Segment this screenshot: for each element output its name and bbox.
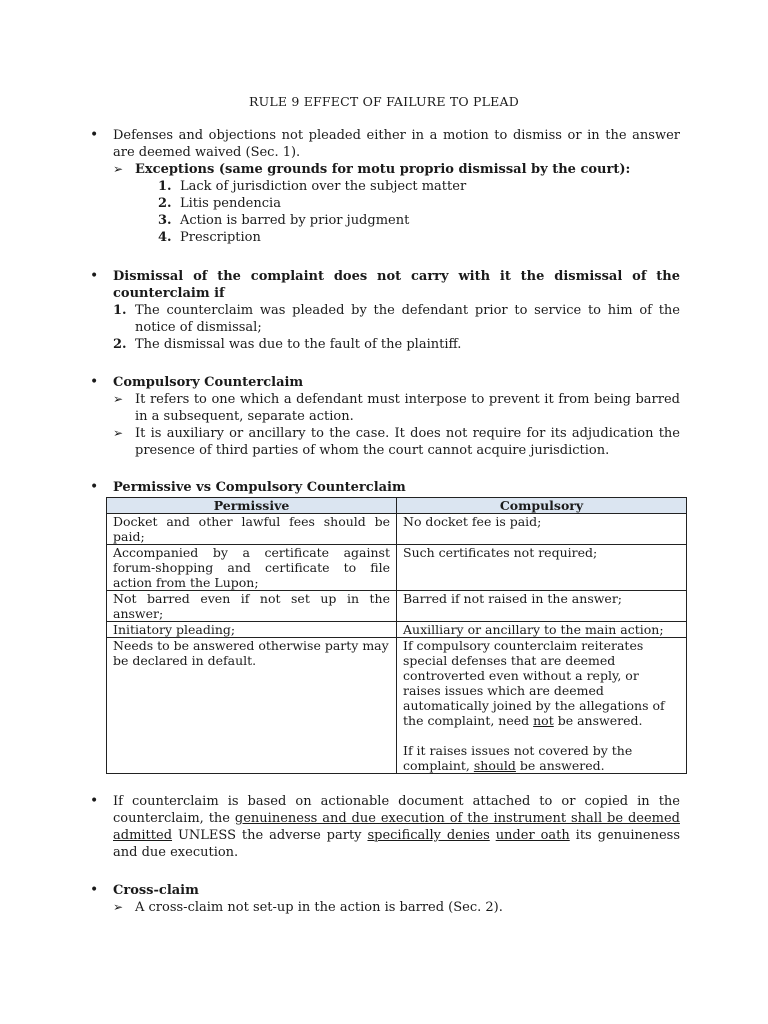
exceptions-heading: ➢ Exceptions (same grounds for motu proprio dismissal by the court): <box>113 161 680 178</box>
crossclaim-heading: • Cross-claim <box>90 882 680 899</box>
compulsory-item: ➢ It refers to one which a defendant must interpose to prevent it from being barred in a subsequent, separate action. <box>113 391 680 425</box>
comparison-table <box>106 497 687 774</box>
compulsory-section <box>90 374 680 459</box>
table-row <box>107 622 687 638</box>
permissive-cell: Not barred even if not set up in the answer; <box>107 591 397 622</box>
comparison-section <box>90 479 680 496</box>
waiver-section <box>90 127 680 246</box>
dismissal-heading: • Dismissal of the complaint does not carry with it the dismissal of the counterclaim if <box>90 268 680 302</box>
permissive-cell: Accompanied by a certificate against forum-shopping and certificate to file action from the Lupon; <box>107 545 397 591</box>
actionable-section <box>90 793 680 861</box>
dismissal-section <box>90 268 680 353</box>
exception-item: 3. Action is barred by prior judgment <box>158 213 410 228</box>
table-row <box>107 545 687 591</box>
table-header-row <box>107 498 687 514</box>
exception-item: 2. Litis pendencia <box>158 196 281 211</box>
compulsory-cell: Such certificates not required; <box>397 545 687 591</box>
crossclaim-section <box>90 882 680 916</box>
compulsory-cell: Barred if not raised in the answer; <box>397 591 687 622</box>
actionable-bullet: • If counterclaim is based on actionable document attached to or copied in the counterclaim, the genuineness and due execution of the instrument shall be deemed admitted UNLESS the adverse party specifically denies under oath its genuineness and due execution. <box>90 793 680 861</box>
dismissal-item: 1. The counterclaim was pleaded by the defendant prior to service to him of the notice of dismissal; <box>113 303 680 335</box>
dismissal-item: 2. The dismissal was due to the fault of the plaintiff. <box>113 337 462 352</box>
compulsory-item: ➢ It is auxiliary or ancillary to the case. It does not require for its adjudication the presence of third parties of whom the court cannot acquire jurisdiction. <box>113 425 680 459</box>
exception-item: 1. Lack of jurisdiction over the subject matter <box>158 179 467 194</box>
table-row <box>107 514 687 545</box>
column-header-compulsory: Compulsory <box>397 498 687 514</box>
table-row <box>107 638 687 774</box>
compulsory-cell: No docket fee is paid; <box>397 514 687 545</box>
compulsory-heading: • Compulsory Counterclaim <box>90 374 680 391</box>
exception-item: 4. Prescription <box>158 230 261 245</box>
compulsory-note: If compulsory counterclaim reiterates special defenses that are deemed controverted even without a reply, or raises issues which are deemed automatically joined by the allegations of the complaint, need not be answered. <box>403 638 665 728</box>
compulsory-cell: Auxilliary or ancillary to the main action; <box>397 622 687 638</box>
permissive-cell: Needs to be answered otherwise party may be declared in default. <box>107 638 397 774</box>
page-title: RULE 9 EFFECT OF FAILURE TO PLEAD <box>249 94 519 109</box>
crossclaim-item: ➢ A cross-claim not set-up in the action is barred (Sec. 2). <box>113 899 680 916</box>
compulsory-note: If it raises issues not covered by the complaint, should be answered. <box>403 743 633 773</box>
waiver-bullet: • Defenses and objections not pleaded either in a motion to dismiss or in the answer are deemed waived (Sec. 1). <box>90 127 680 161</box>
compulsory-cell <box>397 638 687 774</box>
permissive-cell: Initiatory pleading; <box>107 622 397 638</box>
comparison-heading: • Permissive vs Compulsory Counterclaim <box>90 479 680 496</box>
permissive-cell: Docket and other lawful fees should be paid; <box>107 514 397 545</box>
column-header-permissive: Permissive <box>107 498 397 514</box>
table-row <box>107 591 687 622</box>
